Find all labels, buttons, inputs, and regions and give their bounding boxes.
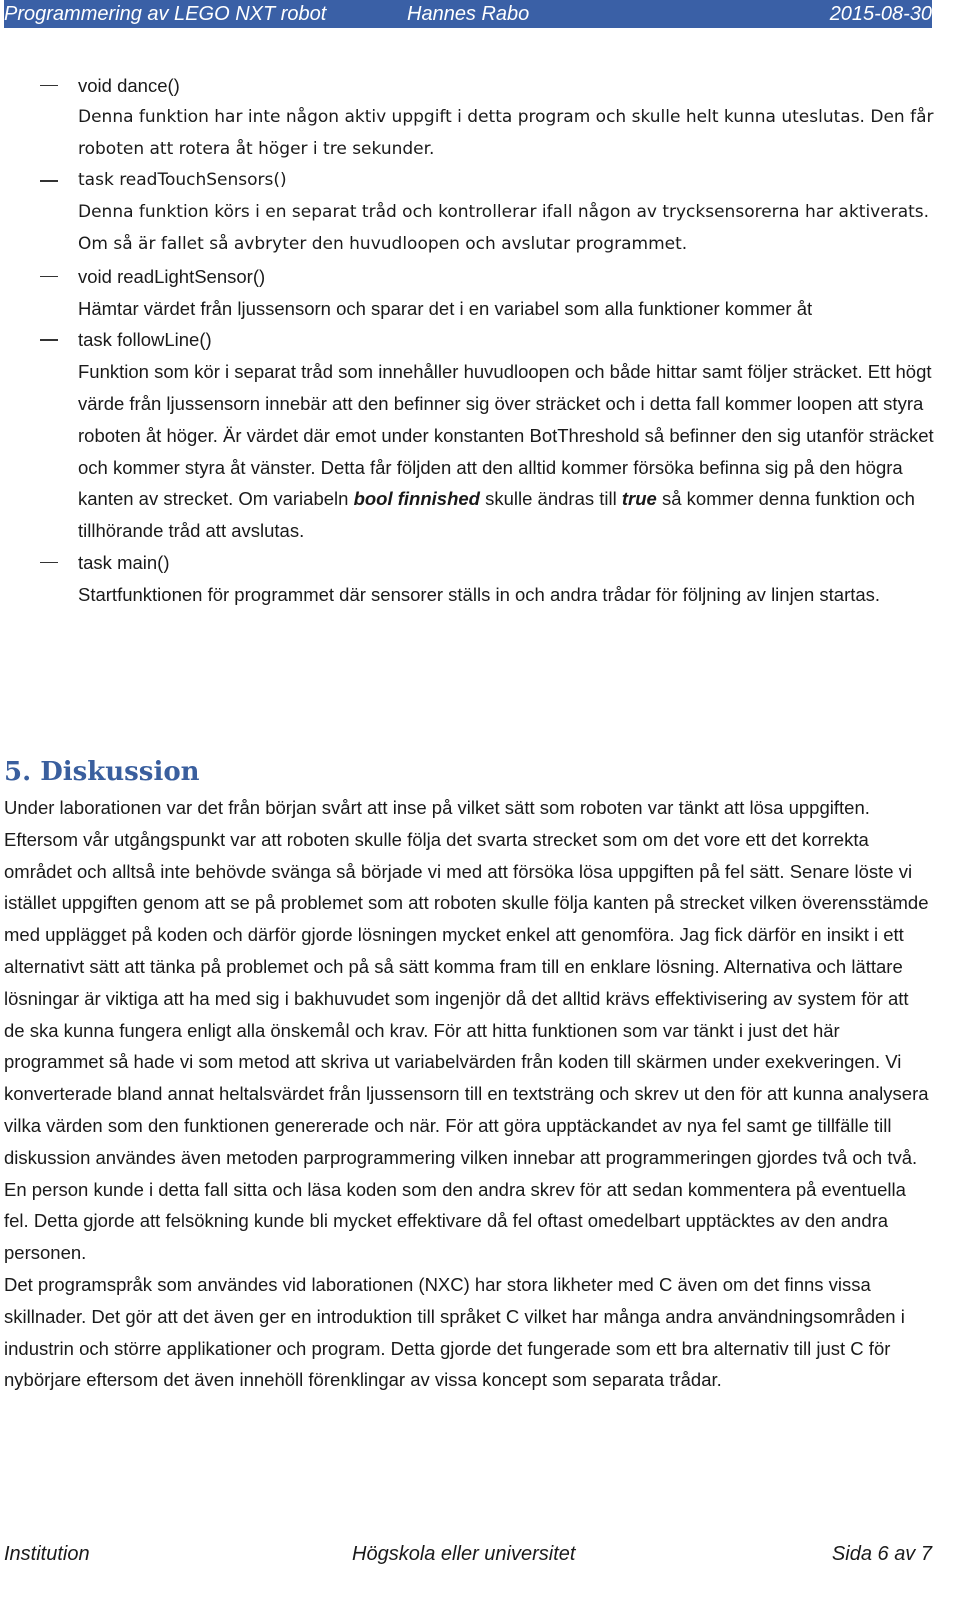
function-item-readlightsensor: [0, 261, 935, 325]
function-item-dance: [0, 70, 935, 165]
footer-school: Högskola eller universitet: [352, 1543, 576, 1565]
function-description: [78, 356, 935, 547]
variable-name: bool finnished: [353, 488, 480, 510]
value-name: true: [621, 488, 657, 510]
section-heading: 5. Diskussion: [4, 757, 200, 787]
function-signature: task readTouchSensors(): [78, 170, 287, 191]
discussion-paragraph: Det programspråk som användes vid laborationen (NXC) har stora likheter med C även om det finns vissa skillnader. Det gör att det även ger en introduktion till språket C vilket har många andra användningsområden i industrin och större applikationer och program. Detta gjorde det fungerade som ett bra alternativ till just C för nybörjare eftersom det även innehöll förenklingar av vissa koncept som separata trådar.: [4, 1273, 905, 1391]
description-text: så kommer denna funktion och tillhörande tråd att avslutas.: [78, 488, 915, 542]
description-text: Funktion som kör i separat tråd som innehåller huvudloopen och både hittar samt följer sträcket. Ett högt värde från ljussensorn innebär att den befinner sig över sträcket och i detta fall kommer loopen att styra roboten åt höger. Är värdet där emot under konstanten BotThreshold så befinner den sig utanför sträcket och kommer styra åt vänster. Detta får följden att den alltid kommer försöka befinna sig på den högra kanten av strecket. Om variabeln: [78, 361, 934, 510]
bullet-dash-icon: [40, 562, 58, 563]
description-text: skulle ändras till: [479, 488, 622, 510]
function-item-readtouchsensors: [0, 165, 935, 260]
function-signature: task followLine(): [78, 329, 212, 351]
bullet-dash-icon: [40, 339, 58, 340]
function-signature: task main(): [78, 551, 170, 573]
function-list: [0, 70, 935, 611]
function-description: Denna funktion har inte någon aktiv uppgift i detta program och skulle helt kunna uteslutas. Den får roboten att rotera åt höger i tre sekunder.: [78, 106, 934, 159]
discussion-body: [4, 792, 934, 1396]
function-signature: void dance(): [78, 75, 180, 96]
page-footer: [4, 1540, 932, 1568]
bullet-dash-icon: [40, 276, 58, 277]
footer-page-number: Sida 6 av 7: [831, 1543, 932, 1565]
bullet-dash-icon: [40, 85, 58, 86]
function-description: Hämtar värdet från ljussensorn och sparar det i en variabel som alla funktioner kommer åt: [78, 297, 813, 319]
header-date: 2015-08-30: [829, 3, 932, 25]
header-document-title: Programmering av LEGO NXT robot: [4, 3, 327, 25]
header-author: Hannes Rabo: [407, 3, 530, 25]
footer-institution: Institution: [4, 1543, 90, 1565]
bullet-dash-icon: [40, 180, 58, 181]
function-item-followline: [0, 324, 935, 547]
page-header: [4, 0, 932, 28]
function-item-main: [0, 547, 935, 611]
function-description: Denna funktion körs i en separat tråd och kontrollerar ifall någon av trycksensorerna har aktiverats. Om så är fallet så avbryter den huvudloopen och avslutar programmet.: [78, 202, 930, 254]
discussion-paragraph: Under laborationen var det från början svårt att inse på vilket sätt som roboten var tänkt att lösa uppgiften. Eftersom vår utgångspunkt var att roboten skulle följa det svarta strecket som om det vore ett det korrekta området och alltså inte behövde svänga så började vi med att försöka lösa uppgiften på fel sätt. Senare löste vi istället uppgiften genom att se på problemet som att roboten skulle följa kanten på strecket vilken överensstämde med upplägget på koden och därför gjorde lösningen mycket enkel att genomföra. Jag fick därför en insikt i ett alternativt sätt att tänka på problemet och på så sätt komma fram till en enklare lösning. Alternativa och lättare lösningar är viktiga att ha med sig i bakhuvudet som ingenjör då det alltid krävs effektivisering av system för att de ska kunna fungera enligt alla önskemål och krav. För att hitta funktionen som var tänkt i just det här programmet så hade vi som metod att skriva ut variabelvärden från koden till skärmen under exekveringen. Vi konverterade bland annat heltalsvärdet från ljussensorn till en textsträng och skrev ut den för att kunna analysera vilka värden som den funktionen genererade och när. För att göra upptäckandet av nya fel samt ge tillfälle till diskussion användes även metoden parprogrammering vilken innebar att programmeringen gjordes två och två. En person kunde i detta fall sitta och läsa koden som den andra skrev för att sedan kommentera på eventuella fel. Detta gjorde att felsökning kunde bli mycket effektivare då fel oftast omedelbart upptäcktes av den andra personen.: [4, 797, 929, 1264]
function-description: Startfunktionen för programmet där sensorer ställs in och andra trådar för följning av linjen startas.: [78, 583, 881, 605]
function-signature: void readLightSensor(): [78, 265, 266, 287]
